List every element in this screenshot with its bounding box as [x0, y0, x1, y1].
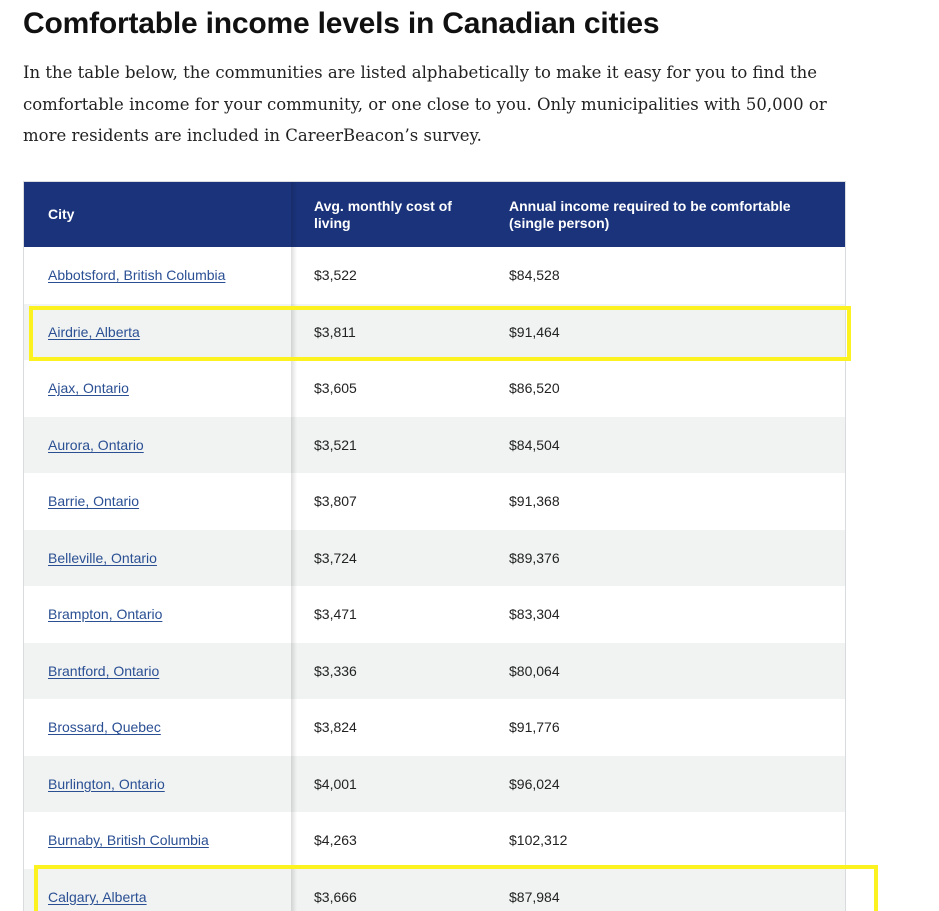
monthly-cost-cell: $4,263	[314, 832, 357, 849]
annual-income-cell: $84,504	[509, 436, 560, 453]
annual-income-cell: $80,064	[509, 662, 560, 679]
header-annual-income: Annual income required to be comfortable (single person)	[509, 197, 791, 231]
monthly-cost-cell: $3,522	[314, 267, 357, 284]
monthly-cost-cell: $3,666	[314, 888, 357, 905]
table-row	[24, 417, 845, 474]
city-link[interactable]: Ajax, Ontario	[48, 380, 129, 397]
intro-paragraph: In the table below, the communities are listed alphabetically to make it easy for you to find the comfortable income for your community, or one close to you. Only municipalities with 50,000 or more residents are included in CareerBeacon’s survey.	[23, 63, 827, 145]
annual-income-cell: $86,520	[509, 380, 560, 397]
monthly-cost-cell: $3,807	[314, 493, 357, 510]
table-row	[24, 247, 845, 304]
income-table	[23, 181, 846, 911]
annual-income-cell: $91,776	[509, 719, 560, 736]
table-row	[24, 869, 845, 911]
header-monthly-cost: Avg. monthly cost of living	[314, 197, 452, 231]
annual-income-cell: $89,376	[509, 549, 560, 566]
monthly-cost-cell: $3,336	[314, 662, 357, 679]
monthly-cost-cell: $3,471	[314, 606, 357, 623]
monthly-cost-cell: $3,811	[314, 323, 356, 340]
monthly-cost-cell: $3,605	[314, 380, 357, 397]
annual-income-cell: $87,984	[509, 888, 560, 905]
table-row	[24, 304, 845, 361]
table-row	[24, 643, 845, 700]
table-row	[24, 473, 845, 530]
header-city: City	[48, 206, 75, 222]
city-link[interactable]: Burlington, Ontario	[48, 775, 165, 792]
city-link[interactable]: Abbotsford, British Columbia	[48, 267, 226, 284]
table-row	[24, 756, 845, 813]
table-header	[24, 182, 845, 247]
city-link[interactable]: Belleville, Ontario	[48, 549, 157, 566]
monthly-cost-cell: $4,001	[314, 775, 357, 792]
annual-income-cell: $96,024	[509, 775, 560, 792]
city-link[interactable]: Airdrie, Alberta	[48, 323, 140, 340]
annual-income-cell: $91,464	[509, 323, 560, 340]
monthly-cost-cell: $3,521	[314, 436, 357, 453]
table-row	[24, 586, 845, 643]
annual-income-cell: $91,368	[509, 493, 560, 510]
city-link[interactable]: Brampton, Ontario	[48, 606, 163, 623]
city-link[interactable]: Calgary, Alberta	[48, 888, 147, 905]
annual-income-cell: $102,312	[509, 832, 568, 849]
page-title: Comfortable income levels in Canadian cities	[23, 7, 660, 40]
monthly-cost-cell: $3,824	[314, 719, 357, 736]
table-row	[24, 360, 845, 417]
annual-income-cell: $84,528	[509, 267, 560, 284]
city-link[interactable]: Brantford, Ontario	[48, 662, 160, 679]
city-link[interactable]: Burnaby, British Columbia	[48, 832, 209, 849]
city-link[interactable]: Brossard, Quebec	[48, 719, 161, 736]
city-link[interactable]: Aurora, Ontario	[48, 436, 144, 453]
annual-income-cell: $83,304	[509, 606, 560, 623]
table-row	[24, 699, 845, 756]
city-link[interactable]: Barrie, Ontario	[48, 493, 140, 510]
table-row	[24, 812, 845, 869]
monthly-cost-cell: $3,724	[314, 549, 357, 566]
table-row	[24, 530, 845, 587]
